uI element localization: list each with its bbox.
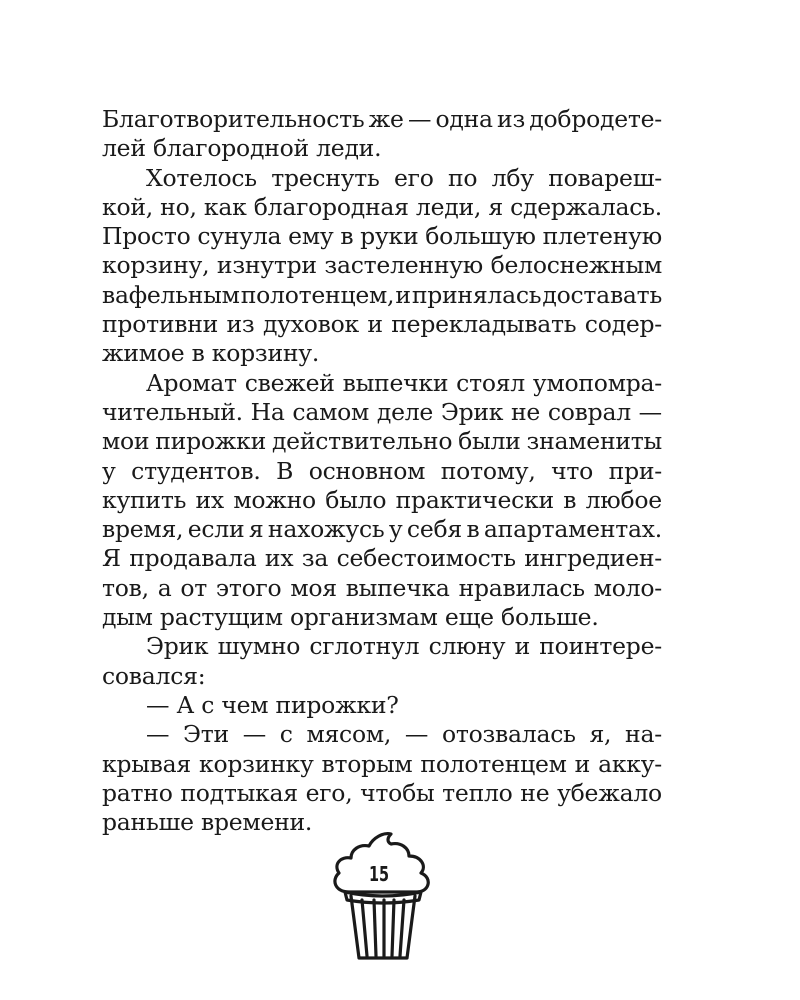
- text-line: [102, 222, 662, 251]
- word: духовок: [262, 310, 359, 339]
- word: себя: [406, 515, 462, 544]
- word: их: [264, 544, 294, 573]
- text-line: [102, 457, 662, 486]
- word: Эрик: [440, 397, 504, 426]
- word: крывая: [102, 749, 192, 778]
- text-line: [102, 720, 662, 749]
- word: самом: [292, 397, 370, 426]
- text-line: лей благородной леди.: [102, 134, 382, 163]
- word: полотенцем,: [240, 280, 395, 309]
- book-page-text: [102, 105, 662, 837]
- word: себестоимость: [336, 544, 516, 573]
- word: я: [488, 192, 503, 221]
- word: же: [368, 105, 404, 133]
- word: апартаментах.: [483, 515, 662, 544]
- word: стоял: [456, 368, 525, 397]
- word: умопомра-: [532, 368, 662, 397]
- word: его: [393, 163, 434, 192]
- word: соврал: [547, 397, 631, 426]
- text-line: [102, 105, 662, 134]
- word: этого: [215, 573, 282, 602]
- word: у: [388, 515, 403, 544]
- word: любое: [585, 485, 662, 514]
- word: В: [276, 456, 294, 485]
- word: потому,: [440, 456, 536, 485]
- word: изнутри: [216, 251, 317, 280]
- word: —: [146, 720, 170, 749]
- text-line: [102, 574, 662, 603]
- word: из: [226, 310, 255, 339]
- text-line: [102, 398, 662, 427]
- text-line: [102, 369, 662, 398]
- word: ингредиен-: [524, 544, 662, 573]
- word: деле: [376, 397, 434, 426]
- word: но,: [160, 192, 197, 221]
- word: Эрик: [146, 632, 209, 661]
- word: если: [187, 515, 245, 544]
- word: Просто: [102, 222, 191, 251]
- word: сунула: [197, 222, 282, 251]
- word: в: [563, 485, 577, 514]
- word: принялась: [411, 280, 542, 309]
- word: что: [551, 456, 594, 485]
- word: белоснежным: [490, 251, 662, 280]
- word: а: [157, 573, 172, 602]
- word: сглотнул: [309, 632, 420, 661]
- word: плетеную: [542, 222, 662, 251]
- word: и: [574, 749, 591, 778]
- word: продавала: [129, 544, 257, 573]
- word: леди,: [415, 192, 482, 221]
- text-line: [102, 486, 662, 515]
- word: добродете-: [529, 105, 662, 133]
- word: я,: [589, 720, 612, 749]
- word: знамениты: [526, 427, 662, 456]
- word: мои: [102, 427, 150, 456]
- word: Благотворительность: [102, 105, 365, 133]
- word: треснуть: [271, 163, 380, 192]
- word: акку-: [598, 749, 662, 778]
- word: в: [466, 515, 480, 544]
- word: тов,: [102, 573, 149, 602]
- word: шумно: [217, 632, 301, 661]
- word: и: [514, 632, 531, 661]
- word: из: [497, 105, 526, 133]
- word: нахожусь: [267, 515, 385, 544]
- word: свежей: [244, 368, 335, 397]
- word: нравилась: [458, 573, 585, 602]
- word: благородная: [253, 192, 409, 221]
- word: практически: [395, 485, 554, 514]
- word: Я: [102, 544, 121, 573]
- word: Эти: [183, 720, 229, 749]
- word: можно: [233, 485, 316, 514]
- word: при-: [608, 456, 662, 485]
- word: ратно: [102, 778, 173, 807]
- word: Хотелось: [146, 163, 257, 192]
- text-line: дым растущим организмам еще больше.: [102, 603, 599, 632]
- word: —: [407, 105, 432, 133]
- word: чительный.: [102, 397, 243, 426]
- word: ему: [288, 222, 334, 251]
- word: не: [511, 397, 541, 426]
- word: перекладывать: [391, 310, 577, 339]
- word: застеленную: [324, 251, 484, 280]
- word: выпечки: [342, 368, 449, 397]
- word: Аромат: [146, 368, 237, 397]
- text-line: [102, 427, 662, 456]
- word: моя: [290, 573, 337, 602]
- text-line: [102, 632, 662, 661]
- text-line: [102, 750, 662, 779]
- word: слюну: [428, 632, 506, 661]
- word: и: [395, 280, 411, 309]
- word: кой,: [102, 192, 153, 221]
- word: в: [340, 222, 354, 251]
- text-line: [102, 310, 662, 339]
- word: —: [242, 720, 266, 749]
- word: На: [250, 397, 285, 426]
- word: сдержалась.: [510, 192, 662, 221]
- word: руки: [360, 222, 419, 251]
- word: купить: [102, 485, 187, 514]
- word: и: [367, 310, 383, 339]
- text-line: [102, 193, 662, 222]
- word: были: [458, 427, 521, 456]
- word: было: [325, 485, 387, 514]
- word: действительно: [271, 427, 453, 456]
- word: на-: [625, 720, 662, 749]
- word: вафельным: [102, 280, 240, 309]
- word: полотенцем: [420, 749, 567, 778]
- word: как: [203, 192, 247, 221]
- word: корзинку: [199, 749, 314, 778]
- text-line: совался:: [102, 661, 206, 690]
- cupcake-icon: [329, 830, 437, 970]
- word: по: [447, 163, 478, 192]
- word: убежало: [557, 778, 662, 807]
- word: с: [279, 720, 293, 749]
- word: у: [102, 456, 116, 485]
- word: тепло: [442, 778, 513, 807]
- text-line: [102, 281, 662, 310]
- word: выпечка: [345, 573, 450, 602]
- word: пирожки: [155, 427, 267, 456]
- word: чтобы: [360, 778, 435, 807]
- word: их: [195, 485, 224, 514]
- word: —: [638, 397, 662, 426]
- word: корзину,: [102, 251, 210, 280]
- text-line: раньше времени.: [102, 808, 313, 837]
- text-line: [102, 251, 662, 280]
- word: за: [301, 544, 329, 573]
- word: доставать: [542, 280, 662, 309]
- word: студентов.: [131, 456, 261, 485]
- word: повареш-: [548, 163, 662, 192]
- word: одна: [435, 105, 493, 133]
- text-line: [102, 544, 662, 573]
- word: время,: [102, 515, 184, 544]
- word: я: [248, 515, 264, 544]
- word: поинтере-: [539, 632, 662, 661]
- word: основном: [308, 456, 426, 485]
- word: вторым: [321, 749, 413, 778]
- page-number: 15: [368, 862, 390, 886]
- word: содер-: [584, 310, 662, 339]
- word: мясом,: [306, 720, 392, 749]
- word: подтыкая: [180, 778, 298, 807]
- word: его,: [305, 778, 353, 807]
- text-line: [102, 515, 662, 544]
- word: от: [180, 573, 208, 602]
- word: большую: [425, 222, 536, 251]
- word: лбу: [491, 163, 534, 192]
- word: не: [520, 778, 550, 807]
- word: —: [404, 720, 429, 749]
- word: отозвалась: [441, 720, 576, 749]
- text-line: жимое в корзину.: [102, 339, 320, 368]
- text-line: — А с чем пирожки?: [146, 690, 399, 719]
- text-line: [102, 164, 662, 193]
- word: моло-: [593, 573, 662, 602]
- text-line: [102, 779, 662, 808]
- word: противни: [102, 310, 219, 339]
